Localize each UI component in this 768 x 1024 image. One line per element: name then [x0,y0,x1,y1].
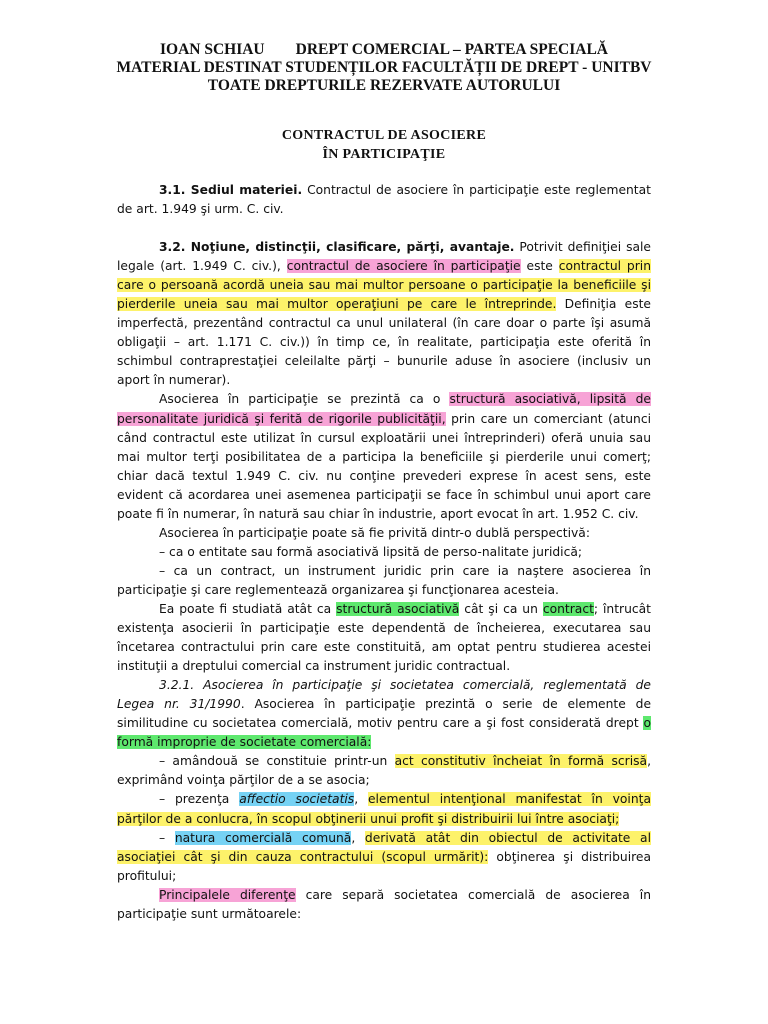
paragraph [117,886,651,924]
paragraph-text: care separă societatea comercială de asocierea în participaţie sunt următoarele: [117,887,651,921]
paragraph-text: cât şi ca un [459,601,543,616]
highlight-yellow: elementul intenţional manifestat în voinţa părţilor de a conlucra, în scopul obţinerii unui profit şi distribuirii lui între asociaţi; [117,792,651,826]
paragraph-text: Definiţia este imperfectă, prezentând contractul ca unul unilateral (în care doar o parte îşi asumă obligaţii – art. 1.171 C. civ.)) în timp ce, în realitate, participaţia este oferită în schimbul contraprestaţiei celeilalte părţi – bunurile aduse în asociere (inclusiv un aport în numerar). [117,297,651,388]
paragraph-text: Contractul de asociere în participaţie este reglementat de art. 1.949 şi urm. C. civ. [117,183,651,217]
paragraph-text: , exprimând voinţa părţilor de a se asocia; [117,754,651,788]
header-line-3: TOATE DREPTURILE REZERVATE AUTORULUI [207,77,561,94]
list-item [117,790,651,828]
chapter-title-line-2: ÎN PARTICIPAŢIE [322,147,446,162]
highlight-yellow: act constitutiv încheiat în formă scrisă [394,754,648,769]
paragraph-text: . Asocierea în participaţie prezintă o serie de elemente de similitudine cu societatea comercială, motiv pentru care a şi fost considerată drept [117,697,652,731]
highlight-blue: affectio societatis [239,792,355,807]
list-item [117,752,651,790]
highlight-green: structură asociativă [336,601,460,616]
section-3-2-1 [117,676,651,752]
author-name: IOAN SCHIAU [159,41,265,58]
document-body [117,181,651,924]
paragraph-text: prin care un comerciant (atunci când contractul este utilizat în cursul exploatării unei întreprinderi) oferă unuia sau mai multor terţi posibilitatea de a participa la beneficiile şi pierderile unui comerţ; chiar dacă textul 1.949 C. civ. nu conţine prevederi exprese în acest sens, este evident că acordarea unei asemenea participaţii se face în schimbul unui aport care poate fi în numerar, în natură sau chiar în industrie, aport evocat în art. 1.952 C. civ. [117,411,651,521]
section-heading: 3.2. Noţiune, distincţii, clasificare, părţi, avantaje. [159,240,515,255]
paragraph-text: – prezenţa [159,792,240,807]
highlight-yellow: contractul prin care o persoană acordă uneia sau mai multor persoane o participaţie la beneficiile şi pierderile uneia sau mai multor operaţiuni pe care le întreprinde. [117,259,652,312]
course-title: DREPT COMERCIAL – PARTEA SPECIALĂ [295,41,608,58]
paragraph [117,390,651,523]
highlight-blue: natura comercială comună [174,830,352,845]
section-heading: 3.1. Sediul materiei. [159,183,303,197]
highlight-pink: structură asociativă, lipsită de personalitate juridică şi ferită de rigorile publicităţii, [117,392,651,426]
header-line-2: MATERIAL DESTINAT STUDENȚILOR FACULTĂȚII DE DREPT - UNITBV [116,59,652,76]
paragraph-text: Asocierea în participaţie se prezintă ca o [159,392,450,407]
paragraph-text: – [159,830,175,845]
header-line-1 [0,41,768,59]
paragraph-text: obţinerea şi distribuirea profitului; [117,849,652,883]
highlight-pink: Principalele diferenţe [159,887,296,902]
paragraph-text: Potrivit definiţiei sale legale (art. 1.949 C. civ.), [117,240,651,274]
list-item [117,829,651,886]
highlight-green: o formă improprie de societate comercială: [117,716,651,750]
section-3-1 [117,181,651,219]
list-item: – ca un contract, un instrument juridic prin care ia naştere asocierea în participaţie şi care reglementează organizarea şi funcţionarea acesteia. [117,563,651,597]
list-item: – ca o entitate sau formă asociativă lipsită de perso-nalitate juridică; [159,544,583,559]
highlight-green: contract [542,601,594,616]
paragraph-text: este [520,259,559,274]
paragraph-text: Ea poate fi studiată atât ca [159,601,337,616]
paragraph: Asocierea în participaţie poate să fie privită dintr-o dublă perspectivă: [159,525,590,540]
paragraph-text: ; întrucât existenţa asocierii în participaţie este dependentă de încheierea, executarea sau încetarea contractului prin care este constituită, am optat pentru studierea acestei instituţii a dreptului comercial ca instrument juridic contractual. [117,601,652,674]
chapter-title-line-1: CONTRACTUL DE ASOCIERE [281,128,487,143]
highlight-yellow: derivată atât din obiectul de activitate al asociaţiei cât şi din cauza contractului (scopul urmărit): [117,830,651,864]
paragraph-text: , [354,792,368,807]
paragraph [117,600,651,676]
subsection-heading: 3.2.1. Asocierea în participaţie şi societatea comercială, reglementată de Legea nr. 31/1990 [117,678,651,712]
highlight-pink: contractul de asociere în participaţie [286,259,521,274]
section-3-2 [117,238,651,390]
paragraph-text: , [351,830,365,845]
paragraph-text: – amândouă se constituie printr-un [159,754,395,769]
